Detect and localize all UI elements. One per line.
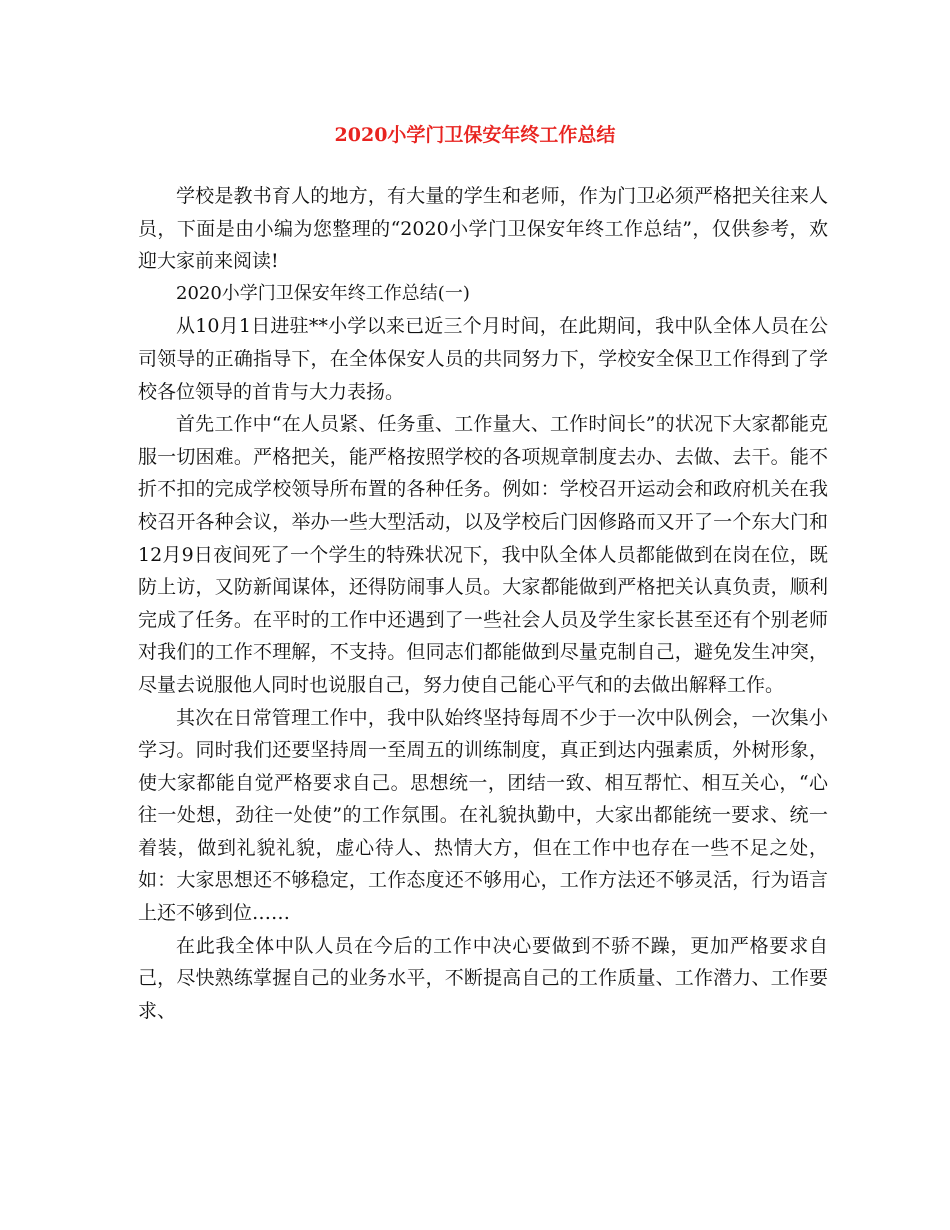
section-heading: 2020小学门卫保安年终工作总结(一) — [176, 282, 470, 304]
intro-paragraph: 学校是教书育人的地方，有大量的学生和老师，作为门卫必须严格把关往来人员，下面是由小编为您整理的“2020小学门卫保安年终工作总结”，仅供参考，欢迎大家前来阅读! — [138, 185, 828, 273]
body-paragraph: 首先工作中“在人员紧、任务重、工作量大、工作时间长”的状况下大家都能克服一切困难。严格把关，能严格按照学校的各项规章制度去办、去做、去干。能不折不扣的完成学校领导所布置的各种任务。例如：学校召开运动会和政府机关在我校召开各种会议，举办一些大型活动，以及学校后门因修路而又开了一个东大门和12月9日夜间死了一个学生的特殊状况下，我中队全体人员都能做到在岗在位，既防上访，又防新闻谋体，还得防闹事人员。大家都能做到严格把关认真负责，顺利完成了任务。在平时的工作中还遇到了一些社会人员及学生家长甚至还有个别老师对我们的工作不理解，不支持。但同志们都能做到尽量克制自己，避免发生冲突，尽量去说服他人同时也说服自己，努力使自己能心平气和的去做出解释工作。 — [138, 413, 828, 696]
body-paragraph: 其次在日常管理工作中，我中队始终坚持每周不少于一次中队例会，一次集小学习。同时我们还要坚持周一至周五的训练制度，真正到达内强素质，外树形象，使大家都能自觉严格要求自己。思想统一，团结一致、相互帮忙、相互关心，“心往一处想，劲往一处使”的工作氛围。在礼貌执勤中，大家出都能统一要求、统一着装，做到礼貌礼貌，虚心待人、热情大方，但在工作中也存在一些不足之处，如：大家思想还不够稳定，工作态度还不够用心，工作方法还不够灵活，行为语言上还不够到位…… — [138, 706, 828, 925]
document-body — [138, 180, 828, 1027]
body-paragraph: 在此我全体中队人员在今后的工作中决心要做到不骄不躁，更加严格要求自己，尽快熟练掌握自己的业务水平，不断提高自己的工作质量、工作潜力、工作要求、 — [138, 934, 828, 1022]
document-title: 2020小学门卫保安年终工作总结 — [334, 124, 616, 146]
body-paragraph: 从10月1日进驻**小学以来已近三个月时间，在此期间，我中队全体人员在公司领导的正确指导下，在全体保安人员的共同努力下，学校安全保卫工作得到了学校各位领导的首肯与大力表扬。 — [138, 315, 828, 403]
